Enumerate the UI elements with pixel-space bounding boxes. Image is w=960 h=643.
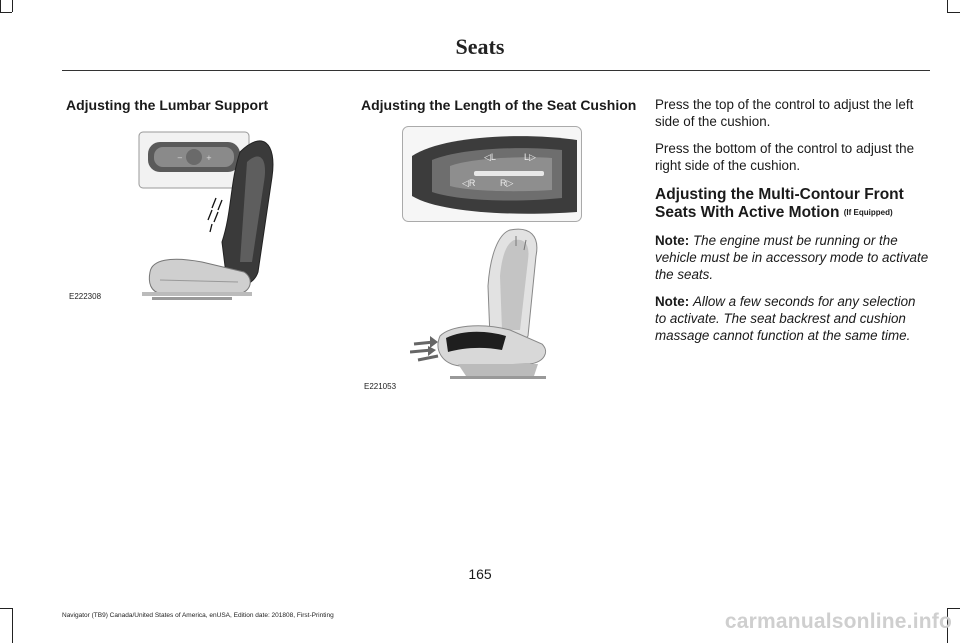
page-title: Seats: [455, 34, 505, 59]
right-column: [655, 96, 930, 354]
figure-code: E222308: [69, 292, 102, 301]
control-label-right-bottom: R▷: [500, 178, 514, 188]
crop-mark: [0, 608, 12, 609]
watermark: carmanualsonline.info: [724, 610, 952, 633]
lumbar-seat-illustration: [62, 122, 284, 312]
crop-mark: [947, 12, 960, 13]
crop-mark: [12, 0, 13, 12]
crop-mark: [12, 608, 13, 643]
crop-mark: [0, 12, 12, 13]
svg-text:+: +: [206, 154, 212, 162]
heading-suffix: (If Equipped): [843, 208, 893, 217]
heading-text: Adjusting the Multi-Contour Front Seats With Active Motion: [655, 186, 904, 222]
svg-text:−: −: [177, 154, 183, 162]
crop-mark: [947, 0, 948, 12]
cushion-length-heading: Adjusting the Length of the Seat Cushion: [361, 97, 637, 113]
multi-contour-heading: [655, 186, 930, 222]
paragraph: Press the top of the control to adjust the left side of the cushion.: [655, 97, 914, 129]
note-text: The engine must be running or the vehicle must be in accessory mode to activate the seats.: [655, 233, 929, 283]
paragraph: Press the bottom of the control to adjust the right side of the cushion.: [655, 141, 915, 173]
note-label: Note:: [655, 294, 690, 310]
header-divider: [62, 70, 930, 71]
publication-info: Navigator (TB9) Canada/United States of America, enUSA, Edition date: 201808, First-Printing: [62, 612, 334, 619]
note-text: Allow a few seconds for any selection to activate. The seat backrest and cushion massage cannot function at the same time.: [655, 294, 916, 344]
note: [655, 293, 930, 344]
cushion-seat-illustration: [410, 226, 560, 391]
control-label-left-bottom: ◁R: [462, 178, 476, 188]
note-label: Note:: [655, 233, 690, 249]
control-label-left-top: ◁L: [484, 152, 496, 162]
crop-mark: [947, 608, 960, 609]
cushion-control-inset: [402, 126, 582, 222]
lumbar-heading: Adjusting the Lumbar Support: [66, 97, 269, 113]
control-label-right-top: L▷: [524, 152, 536, 162]
figure-code: E221053: [364, 382, 397, 391]
page-number: 165: [468, 566, 492, 582]
crop-mark: [0, 0, 1, 12]
note: [655, 232, 930, 283]
